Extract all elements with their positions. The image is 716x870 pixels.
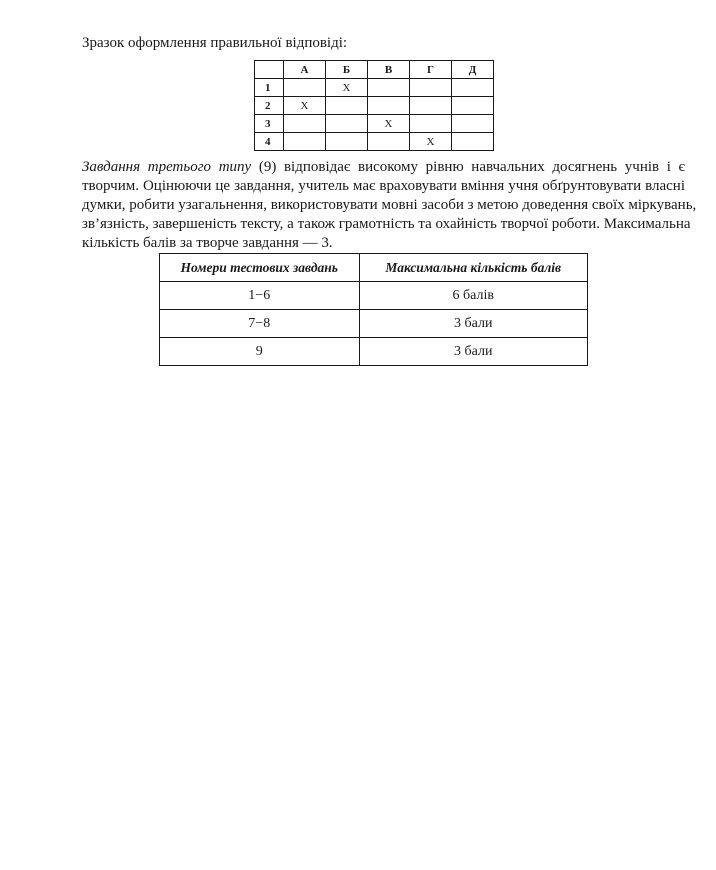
sample-cell [410, 79, 452, 97]
task-numbers-cell: 9 [160, 338, 360, 366]
sample-corner-cell [255, 61, 284, 79]
max-points-cell: 3 бали [359, 338, 588, 366]
sample-cell: Х [326, 79, 368, 97]
paragraph-line: кількість балів за творче завдання — 3. [82, 235, 333, 251]
sample-col-header: Г [410, 61, 452, 79]
sample-cell [368, 79, 410, 97]
score-col-header: Максимальна кількість балів [359, 254, 588, 282]
sample-row [255, 115, 494, 133]
sample-cell [284, 133, 326, 151]
sample-col-header: Б [326, 61, 368, 79]
max-points-cell: 6 балів [359, 282, 588, 310]
score-row [160, 282, 588, 310]
sample-cell: Х [368, 115, 410, 133]
sample-cell [452, 97, 494, 115]
sample-cell: Х [284, 97, 326, 115]
sample-row-number: 2 [255, 97, 284, 115]
task-type-paragraph [82, 158, 697, 253]
sample-cell [410, 97, 452, 115]
task-numbers-cell: 7−8 [160, 310, 360, 338]
answer-sample-table [254, 60, 494, 151]
sample-row [255, 97, 494, 115]
score-col-header: Номери тестових завдань [160, 254, 360, 282]
sample-cell [410, 115, 452, 133]
score-header-row [160, 254, 588, 282]
paragraph-line [82, 158, 685, 177]
sample-col-header: В [368, 61, 410, 79]
sample-cell [452, 79, 494, 97]
sample-col-header: Д [452, 61, 494, 79]
sample-cell [452, 133, 494, 151]
paragraph-line: творчим. Оцінюючи це завдання, учитель має враховувати вміння учня обґрунтовувати власні [82, 178, 685, 194]
sample-cell [368, 133, 410, 151]
sample-row-number: 3 [255, 115, 284, 133]
score-row [160, 338, 588, 366]
paragraph-line: зв’язність, завершеність тексту, а також грамотність та охайність творчої роботи. Максимальна [82, 216, 691, 232]
sample-cell: Х [410, 133, 452, 151]
sample-cell [326, 97, 368, 115]
max-points-cell: 3 бали [359, 310, 588, 338]
sample-cell [326, 133, 368, 151]
task-numbers-cell: 1−6 [160, 282, 360, 310]
sample-cell [284, 115, 326, 133]
intro-text: Зразок оформлення правильної відповіді: [82, 35, 348, 51]
paragraph-italic-lead: Завдання третього типу [82, 159, 252, 175]
paragraph-line-text: (9) відповідає високому рівню навчальних досягнень учнів і є [251, 159, 685, 175]
sample-row [255, 133, 494, 151]
paragraph-line: думки, робити узагальнення, використовувати мовні засоби з метою доведення своїх міркувань, [82, 197, 697, 213]
max-score-table [159, 253, 588, 366]
sample-cell [326, 115, 368, 133]
score-row [160, 310, 588, 338]
sample-cell [452, 115, 494, 133]
sample-col-header: А [284, 61, 326, 79]
sample-cell [368, 97, 410, 115]
sample-row-number: 4 [255, 133, 284, 151]
sample-cell [284, 79, 326, 97]
sample-row-number: 1 [255, 79, 284, 97]
sample-header-row [255, 61, 494, 79]
sample-row [255, 79, 494, 97]
